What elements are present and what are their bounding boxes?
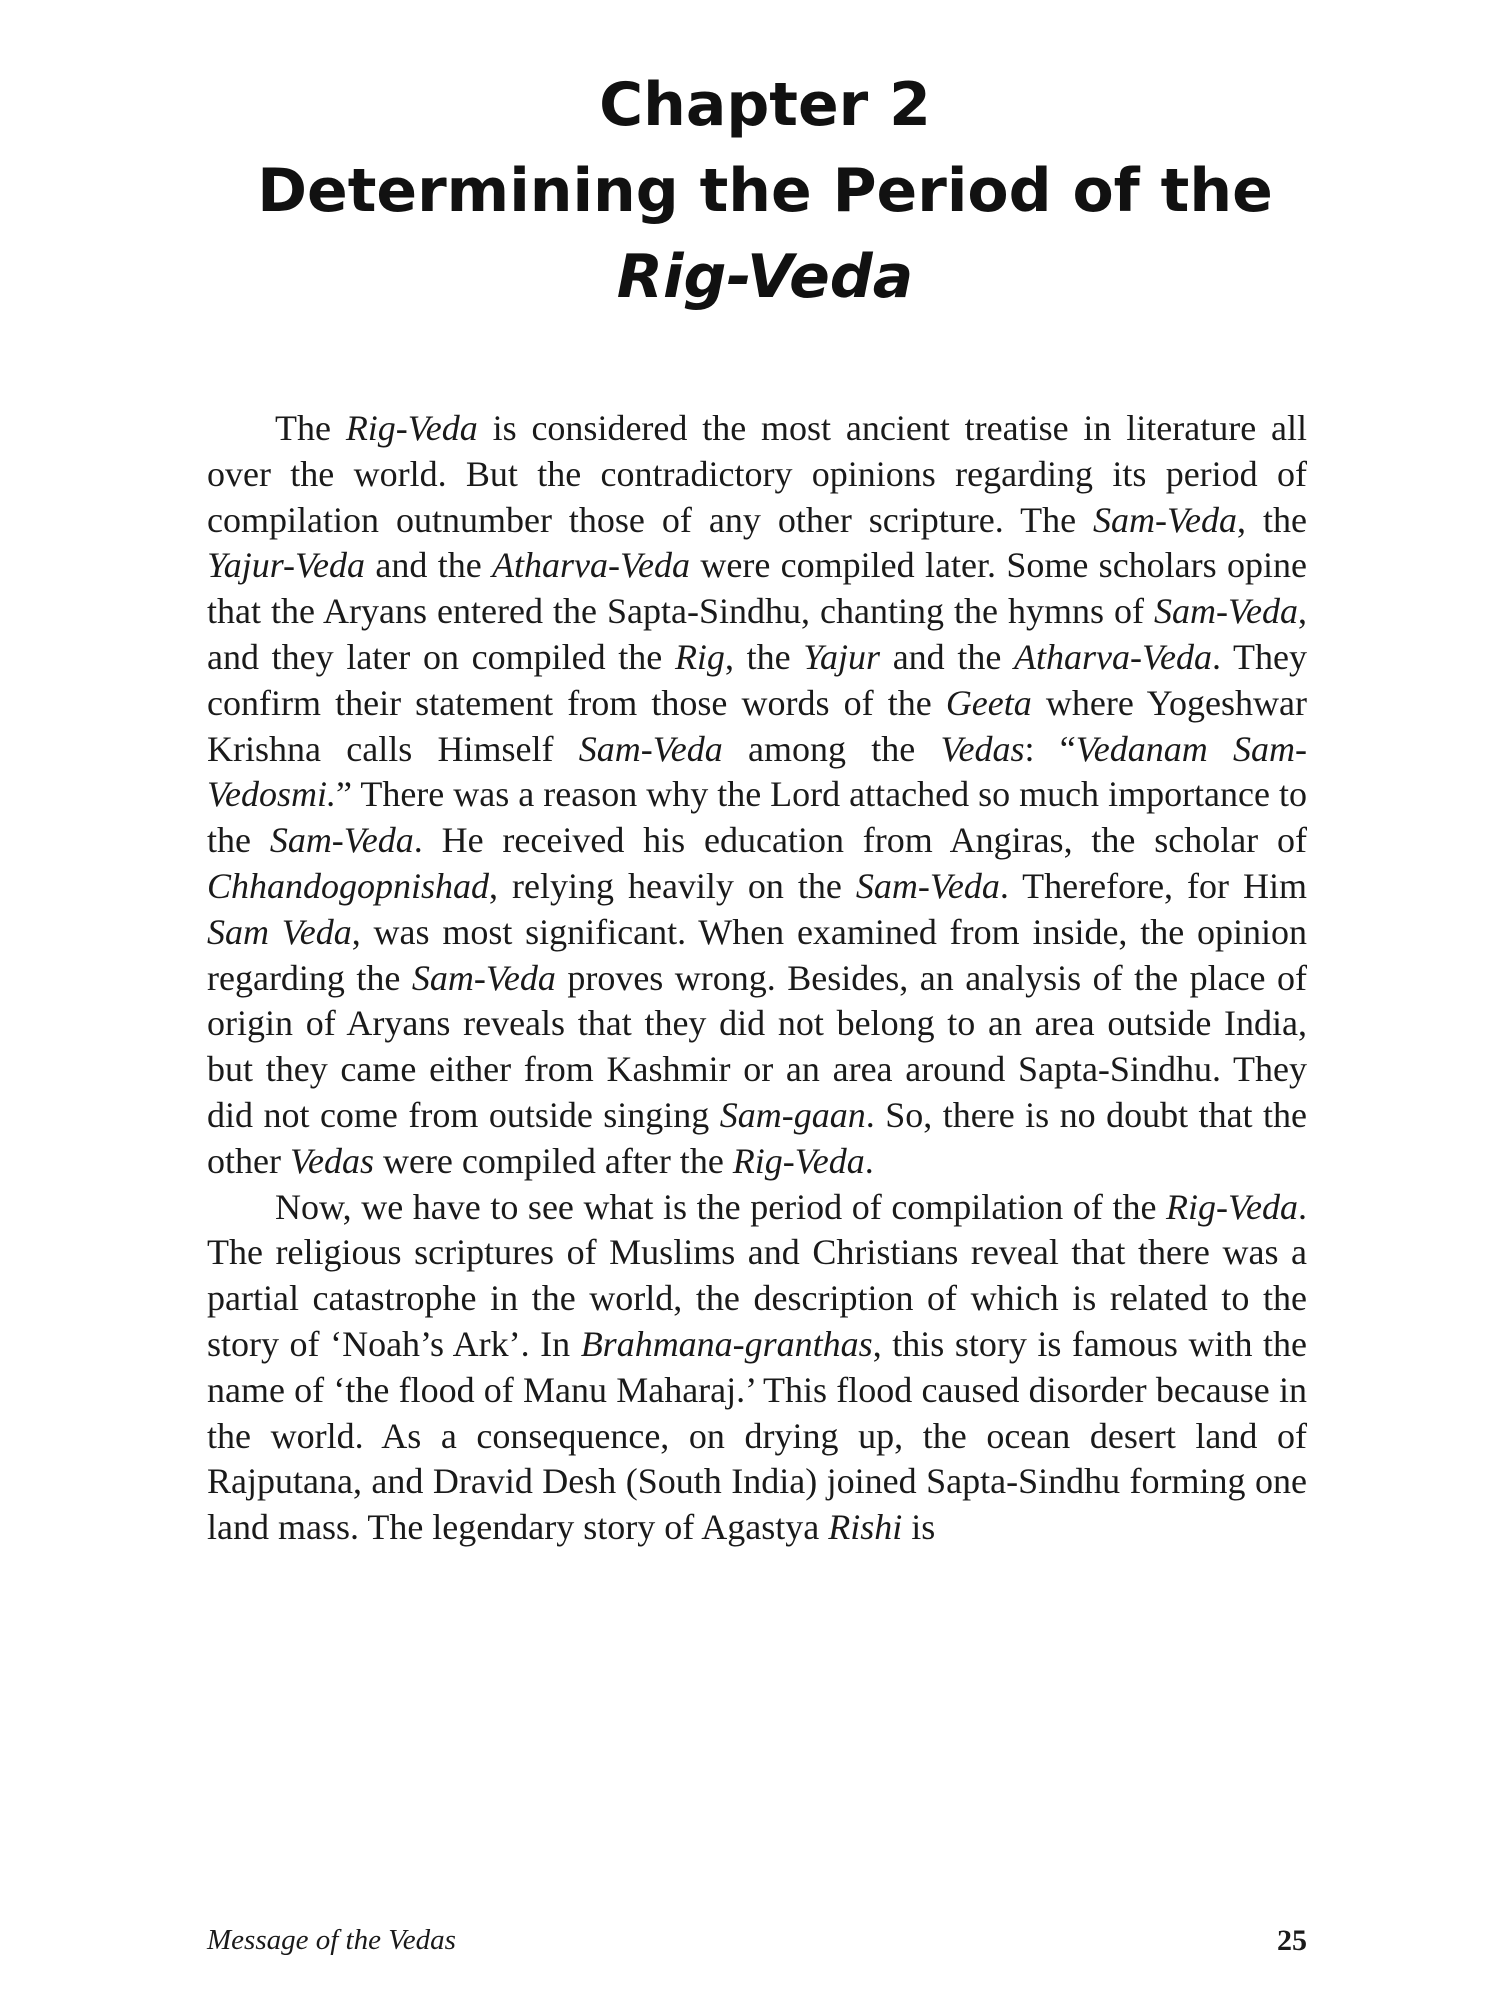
text-run: The — [275, 408, 346, 448]
text-run: and the — [880, 636, 1015, 677]
paragraph — [207, 1185, 1307, 1551]
text-run: . The religious scriptures of Muslims and Christians reveal that there was a partial catastrophe in the world, the description of which is related to the story of ‘Noah’s Ark’. In — [207, 1186, 1307, 1364]
text-run: , the — [724, 636, 804, 677]
text-run: , this story is famous with the name of ‘the flood of Manu Maharaj.’ This flood caused disorder because in the world. As a consequence, on drying up, the ocean desert land of Rajputana, and Dravid Desh (South India) joined Sapta-Sindhu forming one land mass. The legendary story of Agastya — [207, 1323, 1307, 1548]
text-run: is — [902, 1507, 936, 1548]
italic-term: Sam-gaan — [719, 1094, 866, 1135]
italic-term: Sam-Veda — [1093, 499, 1238, 540]
italic-term: Chhandogopnishad — [207, 865, 490, 906]
text-run: . He received his education from Angiras, the scholar of — [413, 820, 1307, 861]
text-run: Now, we have to see what is the period of compilation of the — [275, 1186, 1167, 1227]
page-number: 25 — [1277, 1924, 1307, 1957]
italic-term: Vedas — [940, 728, 1025, 769]
text-run: , and they later on compiled the — [207, 591, 1307, 677]
text-run: . — [864, 1140, 874, 1181]
text-run: is considered the most ancient treatise in literature all over the world. But the contradictory opinions regarding its period of compilation outnumber those of any other scripture. The — [207, 408, 1308, 540]
italic-term: Rig-Veda — [345, 408, 478, 448]
italic-term: Vedanam Sam-Vedosmi. — [207, 728, 1307, 815]
italic-term: Yajur — [803, 636, 881, 677]
italic-term: Sam-Veda — [411, 957, 556, 998]
italic-term: Vedas — [289, 1140, 374, 1181]
italic-term: Atharva-Veda — [1014, 636, 1212, 677]
text-run: . So, there is no doubt that the other — [207, 1094, 1307, 1181]
text-run: and the — [364, 545, 493, 586]
page-footer — [207, 1924, 1307, 1960]
text-run: proves wrong. Besides, an analysis of the place of origin of Aryans reveals that they did not belong to an area outside India, but they came either from Kashmir or an area around Sapta-Sindhu. They did not come from outside singing — [207, 957, 1307, 1135]
running-footer-title: Message of the Vedas — [207, 1924, 456, 1956]
chapter-title-line2: Rig-Veda — [616, 242, 914, 312]
text-run: among the — [722, 728, 941, 769]
text-run: : “ — [1024, 728, 1076, 769]
text-run: were compiled after the — [373, 1140, 733, 1181]
text-run: . They confirm their statement from those words of the — [207, 636, 1307, 723]
text-run: ” There was a reason why the Lord attached so much importance to the — [207, 774, 1307, 861]
italic-term: Rig — [674, 636, 725, 677]
italic-term: Sam Veda — [207, 911, 352, 952]
chapter-title-line1: Determining the Period of the — [257, 156, 1273, 226]
italic-term: Geeta — [945, 682, 1032, 723]
text-run: , relying heavily on the — [489, 865, 856, 906]
text-run: . Therefore, for Him — [999, 865, 1307, 906]
chapter-number: Chapter 2 — [599, 70, 931, 140]
italic-term: Rig-Veda — [732, 1140, 865, 1181]
italic-term: Rishi — [828, 1507, 903, 1548]
body-text — [207, 406, 1307, 1551]
chapter-heading — [150, 62, 1380, 320]
italic-term: Sam-Veda — [855, 865, 1000, 906]
italic-term: Atharva-Veda — [492, 545, 690, 586]
italic-term: Sam-Veda — [1154, 591, 1298, 632]
italic-term: Yajur-Veda — [207, 545, 365, 586]
italic-term: Sam-Veda — [269, 820, 414, 861]
text-run: were compiled later. Some scholars opine that the Aryans entered the Sapta-Sindhu, chanting the hymns of — [207, 545, 1307, 632]
text-run: , was most significant. When examined from inside, the opinion regarding the — [207, 911, 1307, 998]
italic-term: Rig-Veda — [1166, 1186, 1298, 1227]
italic-term: Sam-Veda — [578, 728, 723, 769]
text-run: , the — [1237, 499, 1307, 540]
text-run: where Yogeshwar Krishna calls Himself — [207, 682, 1307, 769]
italic-term: Brahmana-granthas — [580, 1323, 873, 1364]
paragraph — [207, 406, 1307, 1185]
